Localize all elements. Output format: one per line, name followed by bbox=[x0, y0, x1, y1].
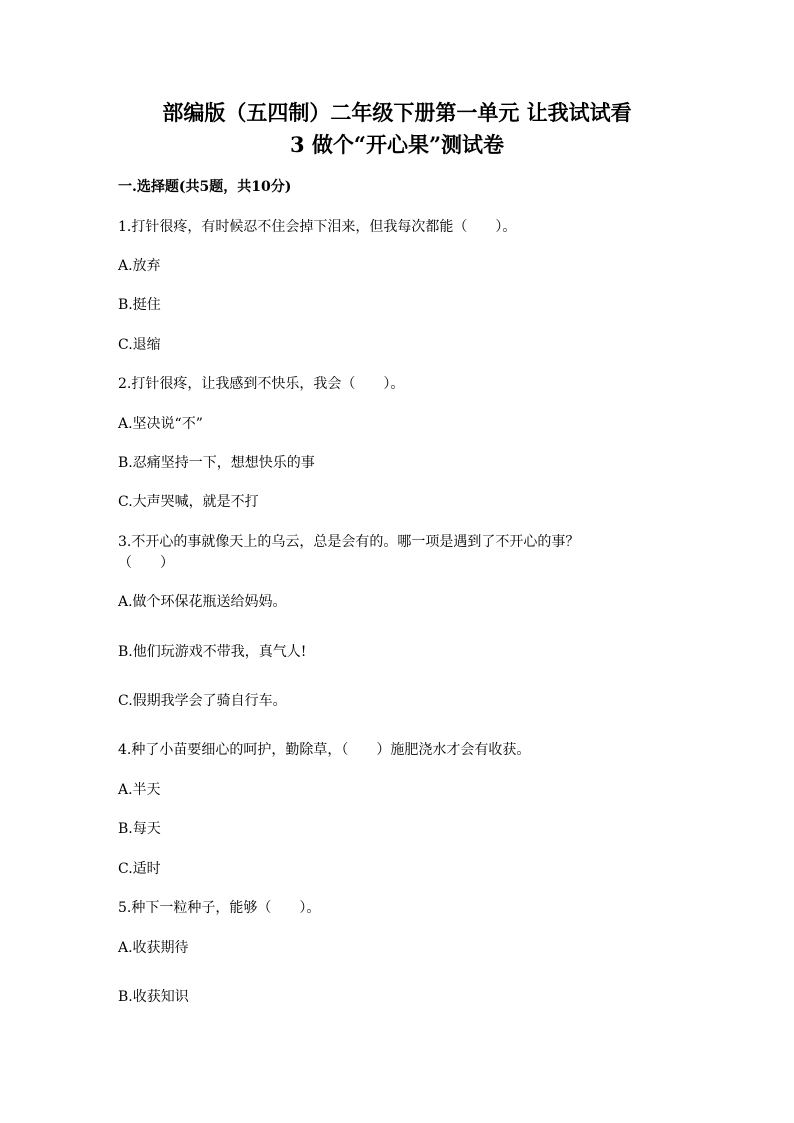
question-2-option-c: C.大声哭喊，就是不打 bbox=[118, 494, 259, 510]
question-4-stem: 4.种了小苗要细心的呵护，勤除草，（ ）施肥浇水才会有收获。 bbox=[118, 742, 531, 758]
question-1-option-c: C.退缩 bbox=[118, 337, 161, 353]
question-3-stem-continued: （ ） bbox=[118, 555, 174, 571]
question-3-option-b: B.他们玩游戏不带我，真气人! bbox=[118, 644, 307, 660]
question-5-option-b: B.收获知识 bbox=[118, 989, 189, 1005]
question-2-option-b: B.忍痛坚持一下，想想快乐的事 bbox=[118, 455, 315, 471]
question-2-option-a: A.坚决说“不” bbox=[118, 416, 203, 432]
question-4-option-c: C.适时 bbox=[118, 861, 161, 877]
question-1-option-a: A.放弃 bbox=[118, 258, 161, 274]
question-2-stem: 2.打针很疼，让我感到不快乐，我会（ ）。 bbox=[118, 376, 405, 392]
question-5-option-a: A.收获期待 bbox=[118, 940, 189, 956]
page-subtitle: 3 做个“开心果”测试卷 bbox=[289, 132, 505, 157]
question-3-option-c: C.假期我学会了骑自行车。 bbox=[118, 693, 287, 709]
question-4-option-a: A.半天 bbox=[118, 782, 161, 798]
question-3-option-a: A.做个环保花瓶送给妈妈。 bbox=[118, 594, 287, 610]
page-title: 部编版（五四制）二年级下册第一单元 让我试试看 bbox=[162, 100, 632, 125]
question-1-option-b: B.挺住 bbox=[118, 297, 161, 313]
question-3-stem: 3.不开心的事就像天上的乌云，总是会有的。哪一项是遇到了不开心的事？ bbox=[118, 534, 580, 550]
question-4-option-b: B.每天 bbox=[118, 821, 161, 837]
section-heading: 一.选择题(共5题，共10分) bbox=[118, 179, 292, 195]
question-5-stem: 5.种下一粒种子，能够（ ）。 bbox=[118, 900, 321, 916]
question-1-stem: 1.打针很疼，有时候忍不住会掉下泪来，但我每次都能（ ）。 bbox=[118, 219, 517, 235]
